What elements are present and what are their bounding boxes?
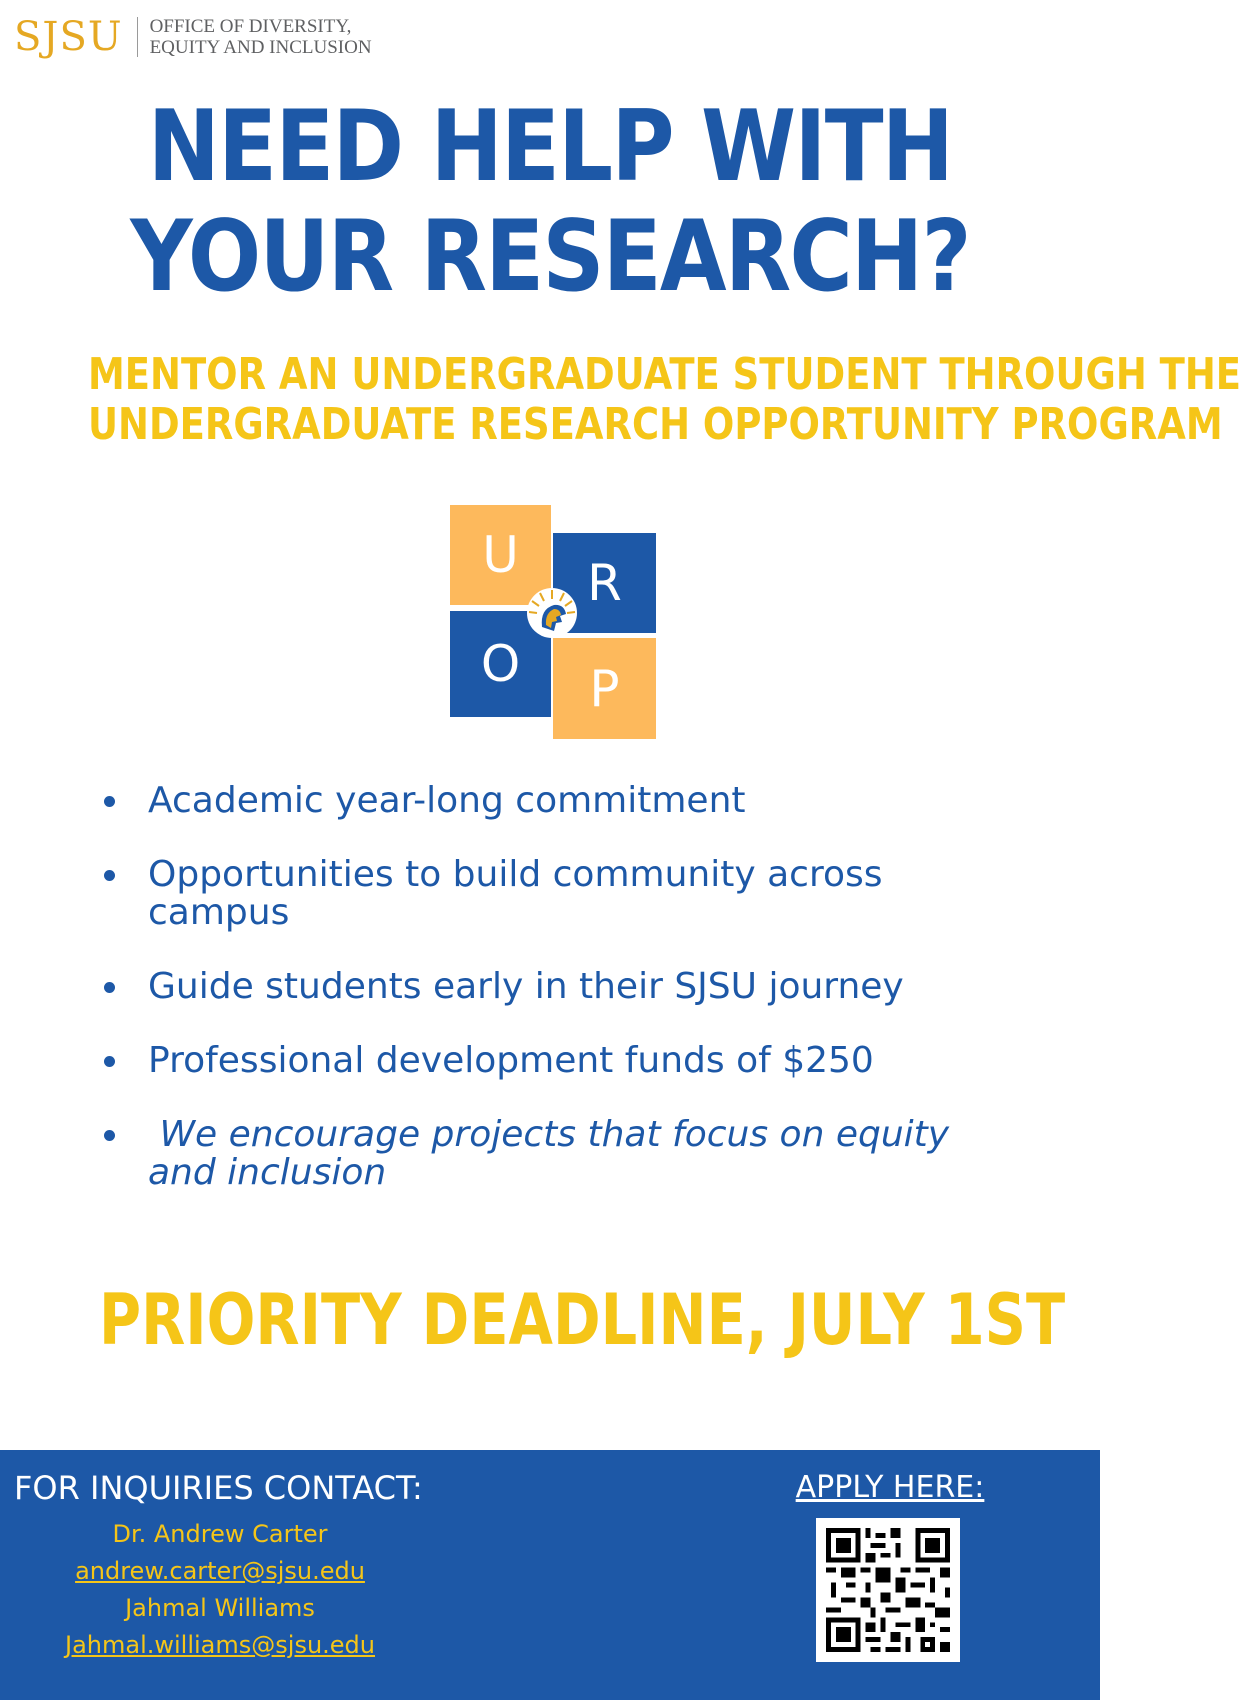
urop-letter-r: R <box>553 533 656 633</box>
bullet-dot <box>104 1130 115 1141</box>
logo-divider <box>137 17 138 57</box>
sjsu-wordmark: SJSU <box>14 14 123 60</box>
bullet-text: Professional development funds of $250 <box>148 1040 874 1081</box>
bullet-text: We encourage projects that focus on equity and inclusion <box>148 1114 961 1193</box>
urop-letter-u: U <box>450 505 551 605</box>
office-name-line1: OFFICE OF DIVERSITY, <box>149 16 352 37</box>
subheadline-line2: UNDERGRADUATE RESEARCH OPPORTUNITY PROGRAM <box>88 399 1223 450</box>
contact-name: Dr. Andrew Carter <box>112 1520 328 1548</box>
contact-name: Jahmal Williams <box>125 1594 315 1622</box>
contact-email-link[interactable]: andrew.carter@sjsu.edu <box>75 1557 365 1585</box>
bullet-dot <box>104 982 115 993</box>
office-name <box>150 16 372 58</box>
list-item <box>104 1042 1004 1080</box>
headline-line1: NEED HELP WITH <box>147 90 953 204</box>
urop-logo <box>450 505 656 739</box>
benefits-list <box>104 782 1004 1228</box>
contact-email-link[interactable]: Jahmal.williams@sjsu.edu <box>65 1631 375 1659</box>
bullet-dot <box>104 1056 115 1067</box>
list-item <box>104 782 1004 820</box>
priority-deadline: PRIORITY DEADLINE, JULY 1ST <box>99 1279 1066 1361</box>
bullet-text: Opportunities to build community across campus <box>148 854 883 933</box>
list-item <box>104 1116 1004 1192</box>
page-headline <box>66 92 1034 312</box>
list-item <box>104 856 1004 932</box>
urop-letter-p: P <box>553 638 656 739</box>
contact-list <box>40 1516 400 1664</box>
contact-footer <box>0 1450 1100 1700</box>
office-name-line2: EQUITY AND INCLUSION <box>149 37 372 58</box>
apply-here-link[interactable]: APPLY HERE: <box>795 1470 985 1505</box>
urop-letter-o: O <box>450 611 551 717</box>
subheadline-line1: MENTOR AN UNDERGRADUATE STUDENT THROUGH THE <box>88 349 1241 400</box>
sjsu-odei-logo <box>14 16 372 58</box>
bullet-text: Guide students early in their SJSU journey <box>148 966 904 1007</box>
page-subheadline <box>88 349 1241 450</box>
bullet-text: Academic year-long commitment <box>148 780 746 821</box>
contact-heading: FOR INQUIRIES CONTACT: <box>14 1469 423 1507</box>
headline-line2: YOUR RESEARCH? <box>130 200 970 314</box>
spartan-head-icon <box>526 587 578 639</box>
qr-code-icon[interactable] <box>816 1518 960 1662</box>
bullet-dot <box>104 870 115 881</box>
list-item <box>104 968 1004 1006</box>
bullet-dot <box>104 796 115 807</box>
